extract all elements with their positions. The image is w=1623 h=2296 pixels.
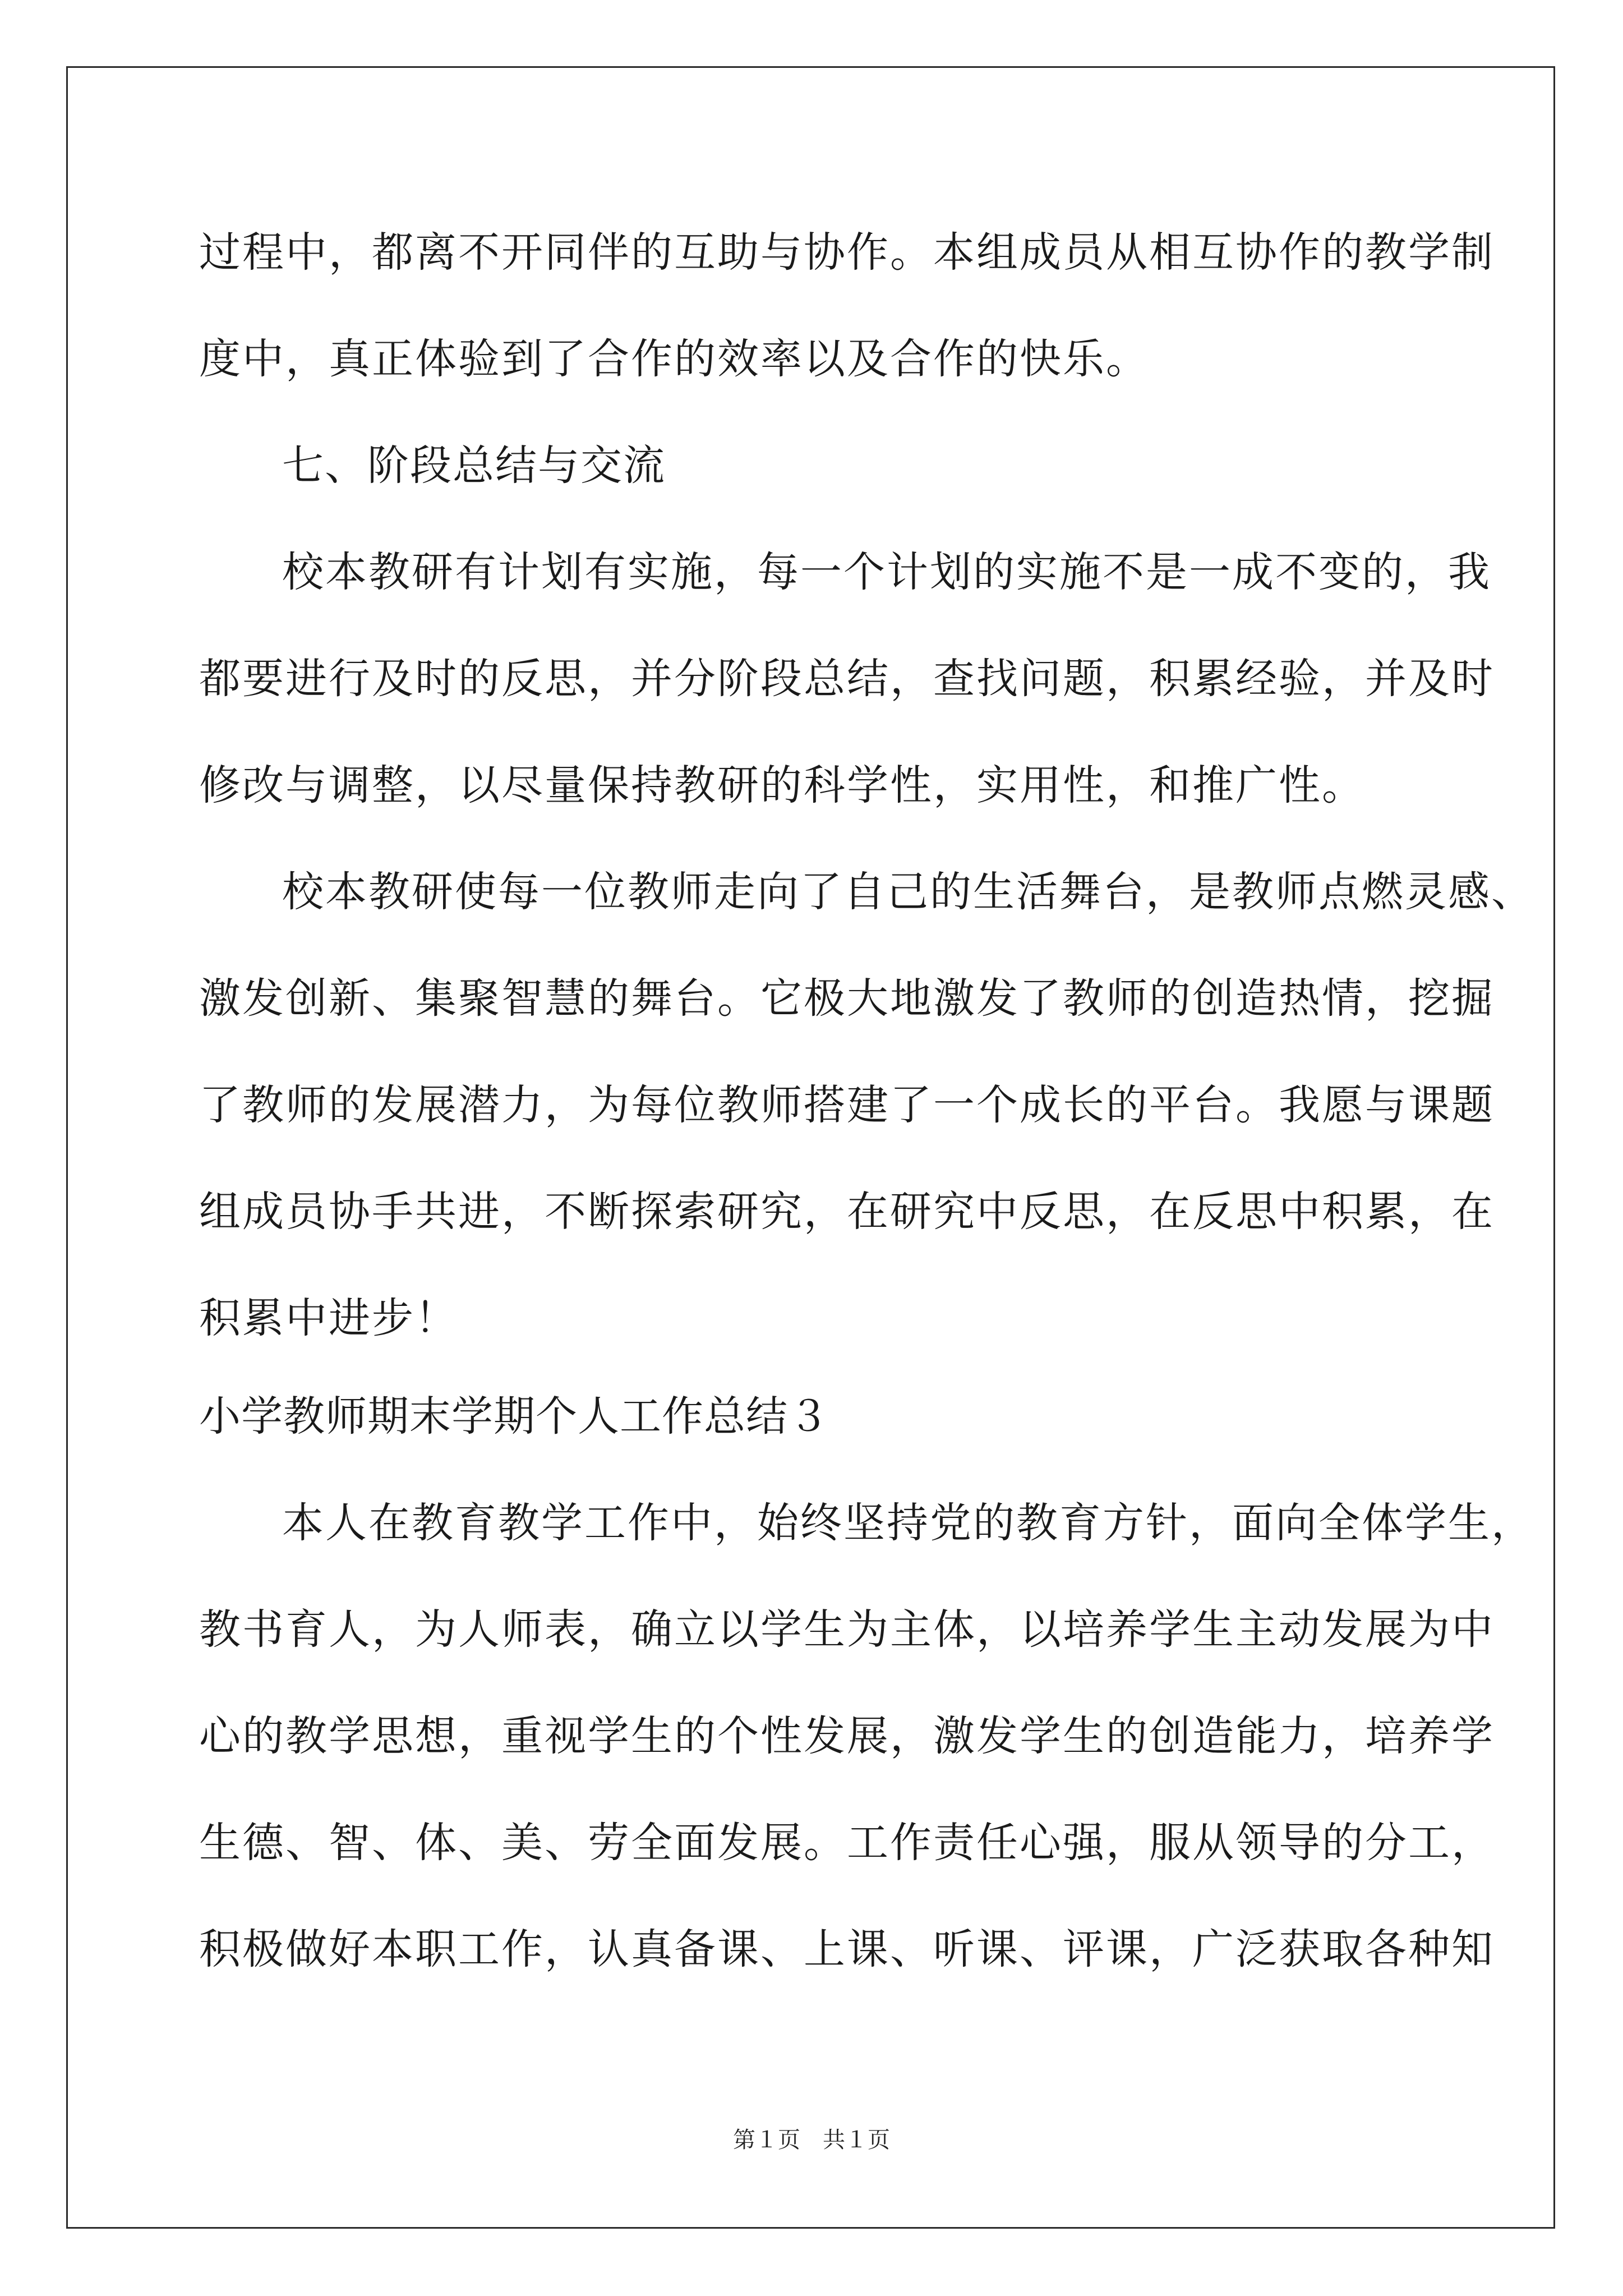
text-line: 心的教学思想，重视学生的个性发展，激发学生的创造能力，培养学 bbox=[199, 1712, 1495, 1760]
section-heading: 七、阶段总结与交流 bbox=[282, 441, 666, 490]
text-line: 了教师的发展潜力，为每位教师搭建了一个成长的平台。我愿与课题 bbox=[199, 1081, 1495, 1129]
text-line: 都要进行及时的反思，并分阶段总结，查找问题，积累经验，并及时 bbox=[199, 655, 1495, 703]
paragraph-start: 校本教研有计划有实施，每一个计划的实施不是一成不变的，我 bbox=[282, 548, 1491, 596]
text-line: 激发创新、集聚智慧的舞台。它极大地激发了教师的创造热情，挖掘 bbox=[199, 974, 1495, 1023]
page-number: 第１页 共１页 bbox=[733, 2127, 890, 2153]
page-border bbox=[66, 66, 1555, 2229]
text-line: 积累中进步！ bbox=[199, 1294, 458, 1342]
text-line: 生德、智、体、美、劳全面发展。工作责任心强，服从领导的分工， bbox=[199, 1819, 1495, 1867]
paragraph-start: 校本教研使每一位教师走向了自己的生活舞台，是教师点燃灵感、 bbox=[282, 868, 1534, 916]
text-line: 教书育人，为人师表，确立以学生为主体，以培养学生主动发展为中 bbox=[199, 1605, 1495, 1654]
paragraph-start: 本人在教育教学工作中，始终坚持党的教育方针，面向全体学生， bbox=[282, 1499, 1534, 1547]
text-line: 积极做好本职工作，认真备课、上课、听课、评课，广泛获取各种知 bbox=[199, 1925, 1495, 1973]
text-line: 过程中，都离不开同伴的互助与协作。本组成员从相互协作的教学制 bbox=[199, 228, 1495, 277]
text-line: 度中，真正体验到了合作的效率以及合作的快乐。 bbox=[199, 335, 1149, 383]
article-title: 小学教师期末学期个人工作总结３ bbox=[199, 1392, 830, 1441]
text-line: 组成员协手共进，不断探索研究，在研究中反思，在反思中积累，在 bbox=[199, 1188, 1495, 1236]
text-line: 修改与调整，以尽量保持教研的科学性，实用性，和推广性。 bbox=[199, 761, 1365, 809]
